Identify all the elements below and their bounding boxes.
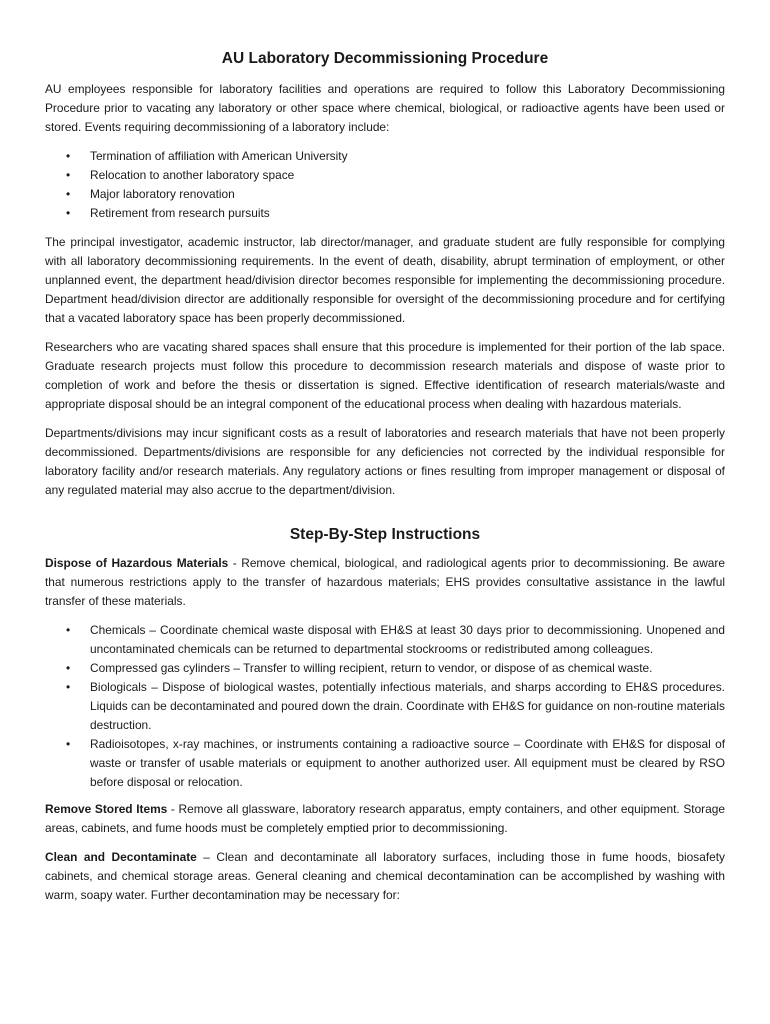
bullet-icon: • bbox=[66, 206, 71, 220]
list-item: • Retirement from research pursuits bbox=[45, 204, 725, 223]
hazardous-materials-lead: Dispose of Hazardous Materials bbox=[45, 556, 229, 570]
costs-paragraph: Departments/divisions may incur significant costs as a result of laboratories and research materials that have not been properly decommissioned. Departments/divisions are responsible for any deficiencies not corrected by the individual responsible for laboratory facility and/or research materials. Any regulatory actions or fines resulting from improper management or disposal of any regulated material may also accrue to the department/division. bbox=[45, 426, 725, 497]
clean-decontaminate-paragraph: Clean and Decontaminate – Clean and decontaminate all laboratory surfaces, including those in fume hoods, biosafety cabinets, and chemical storage areas. General cleaning and chemical decontamination can be accomplished by washing with warm, soapy water. Further decontamination may be necessary for: bbox=[45, 850, 725, 902]
document-page bbox=[45, 48, 725, 915]
list-item: • Major laboratory renovation bbox=[45, 185, 725, 204]
list-item: • Radioisotopes, x-ray machines, or instruments containing a radioactive source – Coordinate with EH&S for disposal of waste or transfer of usable materials or equipment to another authorized user. All equipment must be cleared by RSO before disposal or relocation. bbox=[66, 737, 725, 789]
stored-items-lead: Remove Stored Items bbox=[45, 802, 168, 816]
list-item: • Chemicals – Coordinate chemical waste disposal with EH&S at least 30 days prior to decommissioning. Unopened and uncontaminated chemicals can be returned to departmental stockrooms or redistributed among colleagues. bbox=[66, 623, 725, 656]
list-item: • Termination of affiliation with American University bbox=[45, 147, 725, 166]
list-item: • Relocation to another laboratory space bbox=[45, 166, 725, 185]
bullet-icon: • bbox=[66, 149, 71, 163]
clean-decontaminate-lead: Clean and Decontaminate bbox=[45, 850, 197, 864]
bullet-icon: • bbox=[66, 680, 71, 694]
stored-items-paragraph: Remove Stored Items - Remove all glassware, laboratory research apparatus, empty containers, and other equipment. Storage areas, cabinets, and fume hoods must be completely emptied prior to decommissioning. bbox=[45, 802, 725, 835]
steps-heading: Step-By-Step Instructions bbox=[289, 526, 481, 543]
shared-spaces-paragraph: Researchers who are vacating shared spaces shall ensure that this procedure is implemented for their portion of the lab space. Graduate research projects must follow this procedure to decommission research materials and dispose of waste prior to completion of work and before the thesis or dissertation is signed. Effective identification of research materials/waste and appropriate disposal should be an integral component of the educational process when dealing with hazardous materials. bbox=[45, 340, 725, 411]
list-item: • Biologicals – Dispose of biological wastes, potentially infectious materials, and sharps according to EH&S procedures. Liquids can be decontaminated and poured down the drain. Coordinate with EH&S for guidance on non-routine materials destruction. bbox=[66, 680, 725, 732]
bullet-icon: • bbox=[66, 661, 71, 675]
responsibility-paragraph: The principal investigator, academic instructor, lab director/manager, and graduate student are fully responsible for complying with all laboratory decommissioning requirements. In the event of death, disability, abrupt termination of employment, or other unplanned event, the department head/division director becomes responsible for implementing the decommissioning procedure. Department head/division director are additionally responsible for oversight of the decommissioning procedure and for certifying that a vacated laboratory space has been properly decommissioned. bbox=[45, 235, 725, 325]
hazardous-materials-paragraph: Dispose of Hazardous Materials - Remove chemical, biological, and radiological agents prior to decommissioning. Be aware that numerous restrictions apply to the transfer of hazardous materials; EHS provides consultative assistance in the lawful transfer of these materials. bbox=[45, 556, 725, 608]
bullet-icon: • bbox=[66, 623, 71, 637]
list-item: • Compressed gas cylinders – Transfer to willing recipient, return to vendor, or dispose of as chemical waste. bbox=[45, 659, 725, 678]
bullet-icon: • bbox=[66, 737, 71, 751]
bullet-icon: • bbox=[66, 187, 71, 201]
intro-paragraph: AU employees responsible for laboratory facilities and operations are required to follow this Laboratory Decommissioning Procedure prior to vacating any laboratory or other space where chemical, biological, or radioactive agents have been used or stored. Events requiring decommissioning of a laboratory include: bbox=[45, 82, 725, 134]
bullet-icon: • bbox=[66, 168, 71, 182]
hazardous-materials-list bbox=[45, 621, 725, 792]
page-title: AU Laboratory Decommissioning Procedure bbox=[221, 50, 549, 67]
decommission-events-list bbox=[45, 147, 725, 223]
